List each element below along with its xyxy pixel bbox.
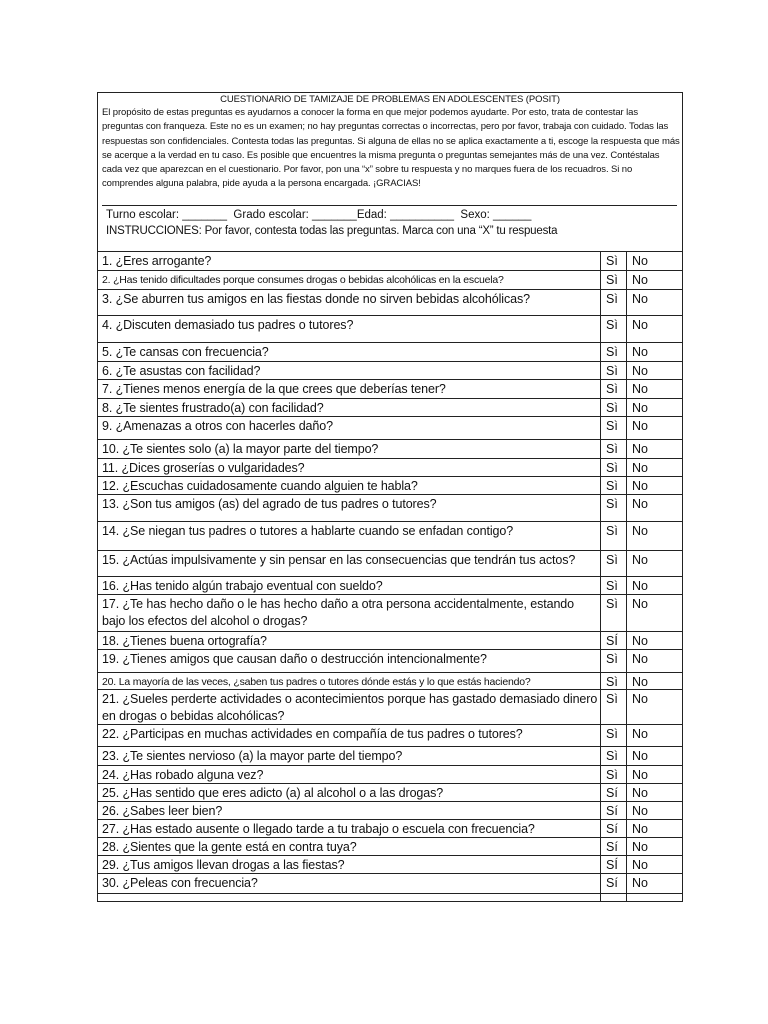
question-row [98, 874, 682, 894]
answer-yes-cell[interactable]: Sì [606, 675, 618, 689]
questionnaire-title: CUESTIONARIO DE TAMIZAJE DE PROBLEMAS EN ADOLESCENTES (POSIT) [220, 94, 560, 105]
question-text: 2. ¿Has tenido dificultades porque consumes drogas o bebidas alcohólicas en la escuela? [102, 274, 504, 286]
question-text: 12. ¿Escuchas cuidadosamente cuando alguien te habla? [102, 479, 418, 493]
question-text: 19. ¿Tienes amigos que causan daño o destrucción intencionalmente? [102, 652, 487, 666]
header-block [98, 93, 682, 251]
question-row [98, 551, 682, 577]
question-text: 24. ¿Has robado alguna vez? [102, 768, 264, 782]
question-text: 20. La mayoría de las veces, ¿saben tus padres o tutores dónde estás y lo que estás haciendo? [102, 676, 531, 688]
question-text: 6. ¿Te asustas con facilidad? [102, 364, 261, 378]
answer-no-cell[interactable]: No [632, 579, 648, 593]
answer-yes-cell[interactable]: Sí [606, 876, 618, 890]
answer-yes-cell[interactable]: Sì [606, 768, 618, 782]
question-text: 11. ¿Dices groserías o vulgaridades? [102, 461, 305, 475]
question-text: 15. ¿Actúas impulsivamente y sin pensar en las consecuencias que tendrán tus actos? [102, 553, 576, 567]
answer-yes-cell[interactable]: Sì [606, 692, 618, 706]
answer-no-cell[interactable]: No [632, 727, 648, 741]
question-row [98, 784, 682, 802]
answer-no-cell[interactable]: No [632, 876, 648, 890]
question-text: 9. ¿Amenazas a otros con hacerles daño? [102, 419, 333, 433]
answer-yes-cell[interactable]: Sì [606, 497, 618, 511]
answer-no-cell[interactable]: No [632, 858, 648, 872]
question-row [98, 747, 682, 766]
question-row [98, 802, 682, 820]
answer-yes-cell[interactable]: Sì [606, 382, 618, 396]
answer-no-cell[interactable]: No [632, 553, 648, 567]
answer-yes-cell[interactable]: Sì [606, 479, 618, 493]
answer-no-cell[interactable]: No [632, 524, 648, 538]
question-row [98, 838, 682, 856]
answer-yes-cell[interactable]: Sì [606, 254, 618, 268]
question-text: 29. ¿Tus amigos llevan drogas a las fiestas? [102, 858, 345, 872]
answer-no-cell[interactable]: No [632, 292, 648, 306]
answer-yes-cell[interactable]: Sì [606, 553, 618, 567]
answer-no-cell[interactable]: No [632, 675, 648, 689]
answer-yes-cell[interactable]: Sì [606, 318, 618, 332]
question-row [98, 290, 682, 316]
question-text: 3. ¿Se aburren tus amigos en las fiestas donde no sirven bebidas alcohólicas? [102, 292, 530, 306]
answer-yes-cell[interactable]: Sí [606, 822, 618, 836]
question-row [98, 632, 682, 650]
student-info-fields[interactable]: Turno escolar: _______ Grado escolar: _______Edad: __________ Sexo: ______ [106, 209, 532, 221]
answer-no-cell[interactable]: No [632, 419, 648, 433]
question-row [98, 399, 682, 417]
answer-yes-cell[interactable]: Sì [606, 652, 618, 666]
question-row [98, 595, 682, 632]
answer-yes-cell[interactable]: SÍ [606, 634, 618, 648]
answer-no-cell[interactable]: No [632, 318, 648, 332]
answer-no-cell[interactable]: No [632, 364, 648, 378]
question-text: 26. ¿Sabes leer bien? [102, 804, 223, 818]
answer-no-cell[interactable]: No [632, 479, 648, 493]
answer-no-cell[interactable]: No [632, 822, 648, 836]
answer-no-cell[interactable]: No [632, 804, 648, 818]
question-row [98, 690, 682, 725]
question-text: 4. ¿Discuten demasiado tus padres o tutores? [102, 318, 354, 332]
answer-yes-cell[interactable]: Sì [606, 292, 618, 306]
question-row [98, 459, 682, 477]
question-text: 25. ¿Has sentido que eres adicto (a) al alcohol o a las drogas? [102, 786, 444, 800]
question-row [98, 820, 682, 838]
question-text: 10. ¿Te sientes solo (a) la mayor parte del tiempo? [102, 442, 379, 456]
answer-yes-cell[interactable]: SÍ [606, 858, 618, 872]
question-row [98, 417, 682, 440]
answer-no-cell[interactable]: No [632, 254, 648, 268]
question-row [98, 650, 682, 673]
answer-yes-cell[interactable]: Sì [606, 442, 618, 456]
instructions-text: INSTRUCCIONES: Por favor, contesta todas las preguntas. Marca con una “X” tu respuesta [106, 225, 558, 237]
questions-table [98, 251, 682, 902]
question-text: 28. ¿Sientes que la gente está en contra tuya? [102, 840, 357, 854]
answer-no-cell[interactable]: No [632, 597, 648, 611]
question-row [98, 477, 682, 495]
answer-yes-cell[interactable]: Sí [606, 804, 618, 818]
answer-yes-cell[interactable]: Sí [606, 786, 618, 800]
question-row [98, 856, 682, 874]
question-text: 22. ¿Participas en muchas actividades en compañía de tus padres o tutores? [102, 727, 523, 741]
question-text: 27. ¿Has estado ausente o llegado tarde a tu trabajo o escuela con frecuencia? [102, 822, 535, 836]
answer-no-cell[interactable]: No [632, 692, 648, 706]
answer-yes-cell[interactable]: Sì [606, 727, 618, 741]
answer-no-cell[interactable]: No [632, 768, 648, 782]
question-text: 18. ¿Tienes buena ortografía? [102, 634, 267, 648]
question-row [98, 380, 682, 399]
question-row [98, 316, 682, 343]
question-text: 17. ¿Te has hecho daño o le has hecho daño a otra persona accidentalmente, estando bajo los efectos del alcohol o drogas? [102, 597, 575, 628]
answer-yes-cell[interactable]: Sì [606, 345, 618, 359]
question-row [98, 522, 682, 551]
answer-yes-cell[interactable]: Sì [606, 419, 618, 433]
answer-no-cell[interactable]: No [632, 401, 648, 415]
answer-yes-cell[interactable]: Sí [606, 840, 618, 854]
question-row [98, 495, 682, 522]
question-text: 14. ¿Se niegan tus padres o tutores a hablarte cuando se enfadan contigo? [102, 524, 514, 538]
question-row [98, 343, 682, 362]
question-text: 7. ¿Tienes menos energía de la que crees que deberías tener? [102, 382, 446, 396]
answer-no-cell[interactable]: No [632, 840, 648, 854]
intro-paragraph: El propósito de estas preguntas es ayudarnos a conocer la forma en que mejor podemos ayudarte. Por esto, trata de contestar las preguntas con franqueza. Este no es un examen; no hay preguntas correctas o incorrectas, pero por favor, trabaja con cuidado. Todas las respuestas son confidenciales. Contesta todas las preguntas. Si alguna de ellas no se aplica exactamente a ti, escoge la respuesta que más se acerque a la verdad en tu caso. Es posible que encuentres la misma pregunta o preguntas semejantes más de una vez. Contéstalas cada vez que aparezcan en el cuestionario. Por favor, pon una “x” sobre tu respuesta y no marques fuera de los recuadros. Si no comprendes alguna palabra, pide ayuda a la persona encargada. ¡GRACIAS! [102, 107, 680, 190]
question-row [98, 673, 682, 690]
answer-yes-cell[interactable]: Sì [606, 524, 618, 538]
answer-no-cell[interactable]: No [632, 749, 648, 763]
answer-no-cell[interactable]: No [632, 634, 648, 648]
question-text: 23. ¿Te sientes nervioso (a) la mayor parte del tiempo? [102, 749, 403, 763]
question-row [98, 766, 682, 784]
answer-no-cell[interactable]: No [632, 652, 648, 666]
intro-divider [102, 205, 677, 206]
answer-no-cell[interactable]: No [632, 786, 648, 800]
answer-no-cell[interactable]: No [632, 382, 648, 396]
question-text: 13. ¿Son tus amigos (as) del agrado de tus padres o tutores? [102, 497, 437, 511]
answer-yes-cell[interactable]: Sì [606, 461, 618, 475]
question-row [98, 271, 682, 290]
question-row [98, 362, 682, 380]
question-text: 16. ¿Has tenido algún trabajo eventual con sueldo? [102, 579, 383, 593]
answer-yes-cell[interactable]: Sì [606, 273, 618, 287]
answer-no-cell[interactable]: No [632, 442, 648, 456]
answer-no-cell[interactable]: No [632, 497, 648, 511]
answer-no-cell[interactable]: No [632, 461, 648, 475]
question-text: 8. ¿Te sientes frustrado(a) con facilidad? [102, 401, 324, 415]
questionnaire-sheet [97, 92, 683, 902]
answer-no-cell[interactable]: No [632, 345, 648, 359]
question-text: 30. ¿Peleas con frecuencia? [102, 876, 258, 890]
answer-no-cell[interactable]: No [632, 273, 648, 287]
answer-yes-cell[interactable]: Sì [606, 597, 618, 611]
question-text: 5. ¿Te cansas con frecuencia? [102, 345, 269, 359]
answer-yes-cell[interactable]: Sì [606, 579, 618, 593]
question-text: 21. ¿Sueles perderte actividades o acontecimientos porque has gastado demasiado dinero en drogas o bebidas alcohólicas? [102, 692, 598, 723]
question-row [98, 577, 682, 595]
answer-yes-cell[interactable]: Sì [606, 364, 618, 378]
question-text: 1. ¿Eres arrogante? [102, 254, 212, 268]
question-row [98, 252, 682, 271]
answer-yes-cell[interactable]: Sì [606, 749, 618, 763]
question-row [98, 440, 682, 459]
answer-yes-cell[interactable]: Sì [606, 401, 618, 415]
question-row [98, 725, 682, 747]
